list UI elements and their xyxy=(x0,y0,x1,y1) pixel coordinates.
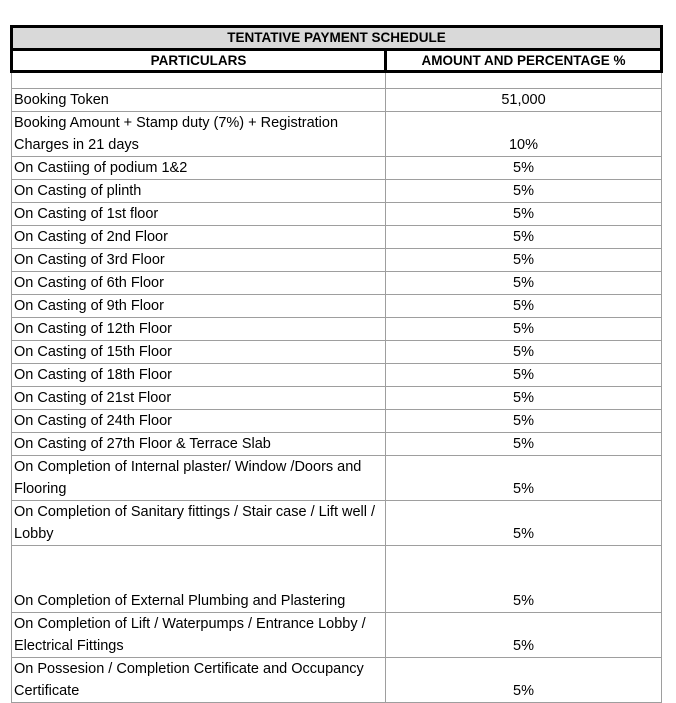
spacer-row xyxy=(12,72,662,89)
amount-cell: 5% xyxy=(386,249,662,272)
table-row xyxy=(12,89,662,112)
amount-cell: 5% xyxy=(386,546,662,613)
particular-cell: On Completion of Lift / Waterpumps / Entrance Lobby / Electrical Fittings xyxy=(12,613,386,658)
amount-cell: 5% xyxy=(386,501,662,546)
particular-cell: On Castiing of podium 1&2 xyxy=(12,157,386,180)
amount-cell: 5% xyxy=(386,180,662,203)
amount-cell: 5% xyxy=(386,658,662,703)
table-row xyxy=(12,157,662,180)
amount-cell: 5% xyxy=(386,341,662,364)
amount-cell: 5% xyxy=(386,433,662,456)
amount-cell: 5% xyxy=(386,157,662,180)
amount-cell: 5% xyxy=(386,364,662,387)
table-row xyxy=(12,226,662,249)
table-row xyxy=(12,180,662,203)
table-row xyxy=(12,501,662,546)
particular-cell: On Casting of 9th Floor xyxy=(12,295,386,318)
table-row xyxy=(12,341,662,364)
amount-cell: 51,000 xyxy=(386,89,662,112)
amount-cell: 5% xyxy=(386,410,662,433)
table-row xyxy=(12,658,662,703)
payment-schedule-sheet xyxy=(10,25,660,703)
particular-cell: On Casting of 2nd Floor xyxy=(12,226,386,249)
particular-cell: On Casting of 3rd Floor xyxy=(12,249,386,272)
title-row xyxy=(12,27,662,50)
table-row xyxy=(12,456,662,501)
amount-cell: 5% xyxy=(386,387,662,410)
particular-cell: On Possesion / Completion Certificate and Occupancy Certificate xyxy=(12,658,386,703)
amount-cell: 5% xyxy=(386,456,662,501)
particular-cell: On Casting of 15th Floor xyxy=(12,341,386,364)
amount-cell: 5% xyxy=(386,613,662,658)
particular-cell: On Casting of 12th Floor xyxy=(12,318,386,341)
amount-cell: 10% xyxy=(386,112,662,157)
particular-cell: On Casting of 21st Floor xyxy=(12,387,386,410)
particular-cell: On Casting of 1st floor xyxy=(12,203,386,226)
table-row xyxy=(12,410,662,433)
table-row xyxy=(12,295,662,318)
amount-cell: 5% xyxy=(386,272,662,295)
table-row xyxy=(12,546,662,613)
particular-cell: Booking Token xyxy=(12,89,386,112)
table-row xyxy=(12,613,662,658)
column-header-particulars: PARTICULARS xyxy=(12,50,386,72)
amount-cell: 5% xyxy=(386,318,662,341)
column-header-amount: AMOUNT AND PERCENTAGE % xyxy=(386,50,662,72)
schedule-rows xyxy=(12,72,662,703)
table-row xyxy=(12,387,662,410)
particular-cell: On Completion of Sanitary fittings / Stair case / Lift well / Lobby xyxy=(12,501,386,546)
table-row xyxy=(12,433,662,456)
particular-cell: On Casting of 6th Floor xyxy=(12,272,386,295)
amount-cell: 5% xyxy=(386,226,662,249)
particular-cell: On Casting of 24th Floor xyxy=(12,410,386,433)
table-row xyxy=(12,272,662,295)
particular-cell: On Completion of External Plumbing and Plastering xyxy=(12,546,386,613)
table-row xyxy=(12,318,662,341)
table-row xyxy=(12,249,662,272)
table-row xyxy=(12,364,662,387)
particular-cell: On Casting of 27th Floor & Terrace Slab xyxy=(12,433,386,456)
header-row xyxy=(12,50,662,72)
amount-cell: 5% xyxy=(386,203,662,226)
particular-cell: On Casting of plinth xyxy=(12,180,386,203)
payment-schedule-table xyxy=(10,25,663,703)
particular-cell: On Casting of 18th Floor xyxy=(12,364,386,387)
table-row xyxy=(12,112,662,157)
table-title: TENTATIVE PAYMENT SCHEDULE xyxy=(12,27,662,50)
particular-cell: Booking Amount + Stamp duty (7%) + Registration Charges in 21 days xyxy=(12,112,386,157)
particular-cell: On Completion of Internal plaster/ Window /Doors and Flooring xyxy=(12,456,386,501)
table-row xyxy=(12,203,662,226)
amount-cell: 5% xyxy=(386,295,662,318)
